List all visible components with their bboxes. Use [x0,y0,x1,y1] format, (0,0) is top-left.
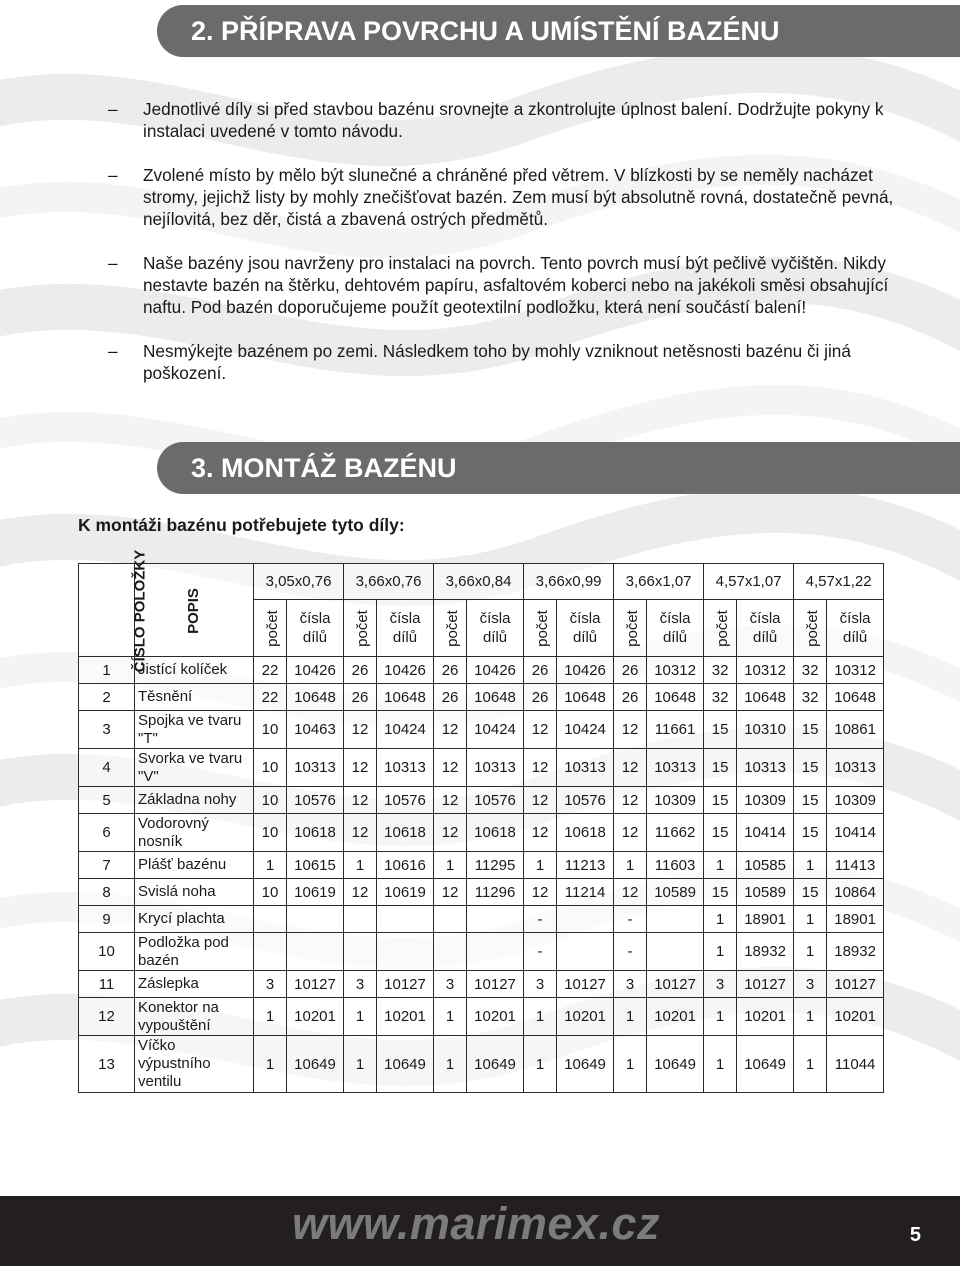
description-cell: Svislá noha [135,879,254,906]
count-cell: 3 [434,971,467,998]
part-number-cell: 10312 [737,657,794,684]
part-number-cell [557,906,614,933]
part-number-subheader-line1: čísla [299,610,331,628]
count-cell: 1 [524,852,557,879]
part-number-cell: 10424 [467,711,524,749]
count-cell: 1 [344,852,377,879]
count-cell: 1 [794,1036,827,1093]
count-cell: 12 [434,814,467,852]
item-number-header [79,549,149,672]
count-cell: 1 [434,1036,467,1093]
count-cell: 12 [344,787,377,814]
count-cell: 10 [254,711,287,749]
description-cell: Podložka pod bazén [135,933,254,971]
part-number-subheader-line1: čísla [389,610,421,628]
part-number-cell: 10313 [287,749,344,787]
count-cell [344,906,377,933]
part-number-subheader [827,600,884,657]
count-cell: 26 [614,684,647,711]
count-subheader [254,600,287,657]
count-cell: 12 [434,749,467,787]
part-number-cell: 10313 [737,749,794,787]
count-cell: 12 [524,879,557,906]
part-number-cell: 10127 [377,971,434,998]
count-cell: 12 [614,879,647,906]
parts-subheading: K montáži bazénu potřebujete tyto díly: [78,515,405,535]
part-number-cell: 10424 [557,711,614,749]
part-number-cell [377,906,434,933]
description-cell: Těsnění [135,684,254,711]
footer-bar [0,1196,960,1266]
part-number-cell: 10649 [737,1036,794,1093]
count-cell [344,933,377,971]
count-cell: 12 [434,711,467,749]
bullet-item [108,164,898,230]
item-number-cell: 1 [79,657,135,684]
size-header: 3,66x0,76 [344,564,434,600]
part-number-cell [467,933,524,971]
bullet-text: Jednotlivé díly si před stavbou bazénu srovnejte a zkontrolujte úplnost balení. Dodržujte pokyny k instalaci uvedené v tomto návodu. [143,99,884,141]
part-number-cell: 11603 [647,852,704,879]
part-number-cell: 10127 [557,971,614,998]
count-subheader [704,600,737,657]
count-subheader [524,600,557,657]
part-number-cell: 11214 [557,879,614,906]
description-cell: Plášť bazénu [135,852,254,879]
part-number-cell: 10648 [737,684,794,711]
part-number-cell: 10201 [467,998,524,1036]
part-number-cell [287,906,344,933]
count-cell: 1 [614,852,647,879]
bullet-item [108,340,898,384]
part-number-cell: 10618 [467,814,524,852]
count-cell: 10 [254,879,287,906]
count-subheader-text: počet [713,609,731,647]
bullet-item [108,98,898,142]
count-cell: 1 [704,1036,737,1093]
website-url[interactable]: www.marimex.cz [292,1198,660,1249]
count-cell: 10 [254,787,287,814]
part-number-cell: 10201 [827,998,884,1036]
count-cell: 15 [704,814,737,852]
count-cell: 1 [254,852,287,879]
description-cell: Základna nohy [135,787,254,814]
part-number-subheader [557,600,614,657]
part-number-subheader-line2: dílů [482,629,508,647]
count-cell: - [614,933,647,971]
part-number-cell: 10201 [647,998,704,1036]
part-number-cell: 10201 [287,998,344,1036]
part-number-subheader-line2: dílů [572,629,598,647]
count-cell: 12 [524,814,557,852]
count-subheader [614,600,647,657]
count-subheader [344,600,377,657]
count-cell: 12 [614,787,647,814]
item-number-cell: 3 [79,711,135,749]
dash-marker: – [108,253,118,273]
count-cell: 15 [704,879,737,906]
part-number-cell: 10127 [647,971,704,998]
count-cell: 1 [794,852,827,879]
count-cell [434,906,467,933]
part-number-cell: 10861 [827,711,884,749]
count-subheader-text: počet [353,609,371,647]
part-number-cell: 10648 [647,684,704,711]
part-number-cell: 10649 [287,1036,344,1093]
part-number-cell: 10463 [287,711,344,749]
part-number-cell [287,933,344,971]
part-number-cell: 10201 [377,998,434,1036]
part-number-cell [557,933,614,971]
size-header: 3,66x1,07 [614,564,704,600]
part-number-subheader-line1: čísla [569,610,601,628]
item-number-cell: 10 [79,933,135,971]
count-cell: 26 [344,657,377,684]
count-cell: 15 [794,814,827,852]
item-number-cell: 8 [79,879,135,906]
count-subheader-text: počet [443,609,461,647]
part-number-cell: 10589 [737,879,794,906]
part-number-cell [647,906,704,933]
part-number-cell: 10127 [737,971,794,998]
dash-marker: – [108,165,118,185]
part-number-cell: 10426 [467,657,524,684]
count-cell: - [524,933,557,971]
part-number-subheader-line1: čísla [839,610,871,628]
part-number-subheader-line2: dílů [752,629,778,647]
part-number-cell: 10648 [287,684,344,711]
count-cell: 12 [344,814,377,852]
page-number: 5 [909,1224,921,1246]
size-header: 4,57x1,07 [704,564,794,600]
count-cell: 3 [614,971,647,998]
part-number-cell [647,933,704,971]
part-number-cell: 10201 [737,998,794,1036]
count-cell: 1 [704,933,737,971]
table-row [79,657,884,684]
item-number-cell: 5 [79,787,135,814]
part-number-subheader [287,600,344,657]
count-cell: 15 [794,749,827,787]
part-number-cell: 10313 [827,749,884,787]
count-cell: 12 [524,787,557,814]
table-row [79,879,884,906]
count-cell: 10 [254,749,287,787]
part-number-cell: 10313 [377,749,434,787]
part-number-cell: 10424 [377,711,434,749]
part-number-subheader [737,600,794,657]
part-number-cell: 10313 [647,749,704,787]
count-subheader [434,600,467,657]
count-cell: 1 [254,998,287,1036]
count-cell: 26 [434,684,467,711]
part-number-cell: 10576 [287,787,344,814]
part-number-cell: 10649 [467,1036,524,1093]
bullet-item [108,252,898,318]
count-cell: 1 [614,1036,647,1093]
table-row [79,787,884,814]
count-cell: 15 [794,787,827,814]
table-row [79,906,884,933]
table-row [79,933,884,971]
count-cell: 12 [524,711,557,749]
part-number-cell: 10618 [557,814,614,852]
section-3-header: 3. MONTÁŽ BAZÉNU [157,442,960,494]
count-cell: 12 [614,749,647,787]
table-row [79,749,884,787]
item-number-cell: 7 [79,852,135,879]
count-cell [254,906,287,933]
count-cell: 12 [344,711,377,749]
item-number-header-text: ČÍSLO POLOŽKY [131,549,149,672]
count-cell: 1 [794,906,827,933]
description-cell: Konektor na vypouštění [135,998,254,1036]
part-number-cell: 11044 [827,1036,884,1093]
count-cell: 22 [254,657,287,684]
count-cell: 32 [794,657,827,684]
description-cell: Spojka ve tvaru "T" [135,711,254,749]
count-cell: 12 [524,749,557,787]
part-number-cell: 10312 [647,657,704,684]
part-number-subheader-line1: čísla [749,610,781,628]
count-cell: 1 [614,998,647,1036]
part-number-cell: 10649 [557,1036,614,1093]
count-cell: 1 [524,1036,557,1093]
part-number-cell: 10414 [827,814,884,852]
part-number-cell: 18901 [827,906,884,933]
part-number-subheader [647,600,704,657]
part-number-cell: 10127 [467,971,524,998]
count-cell: 15 [794,879,827,906]
description-cell: Víčko výpustního ventilu [135,1036,254,1093]
description-cell: Svorka ve tvaru "V" [135,749,254,787]
part-number-cell: 10618 [377,814,434,852]
part-number-cell: 10313 [557,749,614,787]
part-number-cell: 10309 [647,787,704,814]
part-number-cell: 10619 [287,879,344,906]
count-cell: 12 [614,814,647,852]
item-number-cell: 6 [79,814,135,852]
part-number-cell: 10648 [377,684,434,711]
item-number-cell: 9 [79,906,135,933]
count-cell: 32 [794,684,827,711]
count-cell: 12 [434,879,467,906]
part-number-cell: 10426 [557,657,614,684]
item-number-cell: 12 [79,998,135,1036]
part-number-subheader-line1: čísla [479,610,511,628]
count-cell: 26 [434,657,467,684]
part-number-cell: 10310 [737,711,794,749]
item-number-cell: 13 [79,1036,135,1093]
bullet-text: Naše bazény jsou navrženy pro instalaci na povrch. Tento povrch musí být pečlivě vyčištěn. Nikdy nestavte bazén na štěrku, dehtovém papíru, asfaltovém koberci nebo na jakékoli směsi obsahující naftu. Pod bazén doporučujeme použít geotextilní podložku, která není součástí balení! [143,253,889,317]
count-cell: 3 [704,971,737,998]
section-2-header: 2. PŘÍPRAVA POVRCHU A UMÍSTĚNÍ BAZÉNU [157,5,960,57]
size-header: 3,05x0,76 [254,564,344,600]
count-cell: 15 [704,749,737,787]
count-cell: 10 [254,814,287,852]
size-header: 4,57x1,22 [794,564,884,600]
count-cell: 1 [794,933,827,971]
count-cell: 1 [704,906,737,933]
part-number-cell: 10309 [737,787,794,814]
count-cell: 1 [794,998,827,1036]
count-cell: 1 [344,998,377,1036]
part-number-cell: 10576 [467,787,524,814]
count-cell: 15 [704,711,737,749]
parts-table [78,549,884,1093]
part-number-subheader [377,600,434,657]
count-cell: 1 [704,852,737,879]
count-cell: - [524,906,557,933]
item-number-cell: 2 [79,684,135,711]
part-number-cell: 18932 [737,933,794,971]
part-number-cell: 10312 [827,657,884,684]
count-cell: 1 [434,852,467,879]
dash-marker: – [108,99,118,119]
count-subheader-text: počet [623,609,641,647]
count-cell: 1 [524,998,557,1036]
table-row [79,684,884,711]
bullet-text: Zvolené místo by mělo být slunečné a chráněné před větrem. V blízkosti by se neměly nacházet stromy, jejichž listy by mohly znečišťovat bazén. Zem musí být absolutně rovná, dostatečně pevná, nejílovitá, bez děr, čistá a zbavená ostrých předmětů. [143,165,894,229]
count-cell: 3 [344,971,377,998]
table-row [79,852,884,879]
description-header [135,564,254,657]
count-subheader-text: počet [803,609,821,647]
part-number-cell: 18901 [737,906,794,933]
count-cell: 12 [344,879,377,906]
part-number-cell: 10585 [737,852,794,879]
part-number-cell: 11413 [827,852,884,879]
part-number-cell: 10648 [557,684,614,711]
count-cell: 26 [524,684,557,711]
part-number-cell: 10615 [287,852,344,879]
part-number-subheader-line1: čísla [659,610,691,628]
count-cell: 1 [344,1036,377,1093]
count-cell: 1 [704,998,737,1036]
description-cell: Jistící kolíček [135,657,254,684]
size-header: 3,66x0,84 [434,564,524,600]
preparation-list [108,98,898,406]
part-number-cell: 11213 [557,852,614,879]
count-cell: - [614,906,647,933]
table-row [79,998,884,1036]
part-number-cell: 18932 [827,933,884,971]
count-cell: 15 [794,711,827,749]
table-row [79,711,884,749]
description-cell: Záslepka [135,971,254,998]
item-number-cell: 4 [79,749,135,787]
part-number-cell: 10648 [827,684,884,711]
part-number-cell: 10576 [557,787,614,814]
count-cell [434,933,467,971]
part-number-cell: 10127 [827,971,884,998]
count-cell: 1 [434,998,467,1036]
count-cell: 32 [704,684,737,711]
part-number-cell [467,906,524,933]
part-number-cell: 10589 [647,879,704,906]
bullet-text: Nesmýkejte bazénem po zemi. Následkem toho by mohly vzniknout netěsnosti bazénu či jiná poškození. [143,341,851,383]
count-cell: 1 [254,1036,287,1093]
table-row [79,1036,884,1093]
count-cell: 32 [704,657,737,684]
count-cell: 26 [344,684,377,711]
part-number-cell: 10309 [827,787,884,814]
count-subheader [794,600,827,657]
part-number-cell: 10616 [377,852,434,879]
count-cell: 26 [524,657,557,684]
size-header: 3,66x0,99 [524,564,614,600]
part-number-cell: 10201 [557,998,614,1036]
part-number-cell: 10618 [287,814,344,852]
part-number-cell: 10426 [377,657,434,684]
part-number-cell: 10649 [647,1036,704,1093]
count-subheader-text: počet [263,609,281,647]
part-number-subheader-line2: dílů [662,629,688,647]
part-number-subheader-line2: dílů [302,629,328,647]
part-number-cell [377,933,434,971]
count-cell: 3 [524,971,557,998]
part-number-subheader [467,600,524,657]
description-cell: Vodorovný nosník [135,814,254,852]
table-row [79,814,884,852]
part-number-cell: 11296 [467,879,524,906]
part-number-cell: 11662 [647,814,704,852]
count-subheader-text: počet [533,609,551,647]
table-row [79,971,884,998]
count-cell: 12 [434,787,467,814]
part-number-cell: 10576 [377,787,434,814]
count-cell: 22 [254,684,287,711]
count-cell [254,933,287,971]
count-cell: 3 [254,971,287,998]
part-number-subheader-line2: dílů [392,629,418,647]
part-number-cell: 10313 [467,749,524,787]
description-header-text: POPIS [184,587,202,634]
count-cell: 12 [614,711,647,749]
part-number-cell: 10648 [467,684,524,711]
part-number-cell: 10619 [377,879,434,906]
description-cell: Krycí plachta [135,906,254,933]
part-number-cell: 10649 [377,1036,434,1093]
part-number-cell: 11661 [647,711,704,749]
part-number-subheader-line2: dílů [843,629,868,647]
item-number-cell: 11 [79,971,135,998]
count-cell: 26 [614,657,647,684]
part-number-cell: 10127 [287,971,344,998]
part-number-cell: 10426 [287,657,344,684]
part-number-cell: 10864 [827,879,884,906]
count-cell: 3 [794,971,827,998]
part-number-cell: 11295 [467,852,524,879]
count-cell: 15 [704,787,737,814]
part-number-cell: 10414 [737,814,794,852]
dash-marker: – [108,341,118,361]
count-cell: 12 [344,749,377,787]
